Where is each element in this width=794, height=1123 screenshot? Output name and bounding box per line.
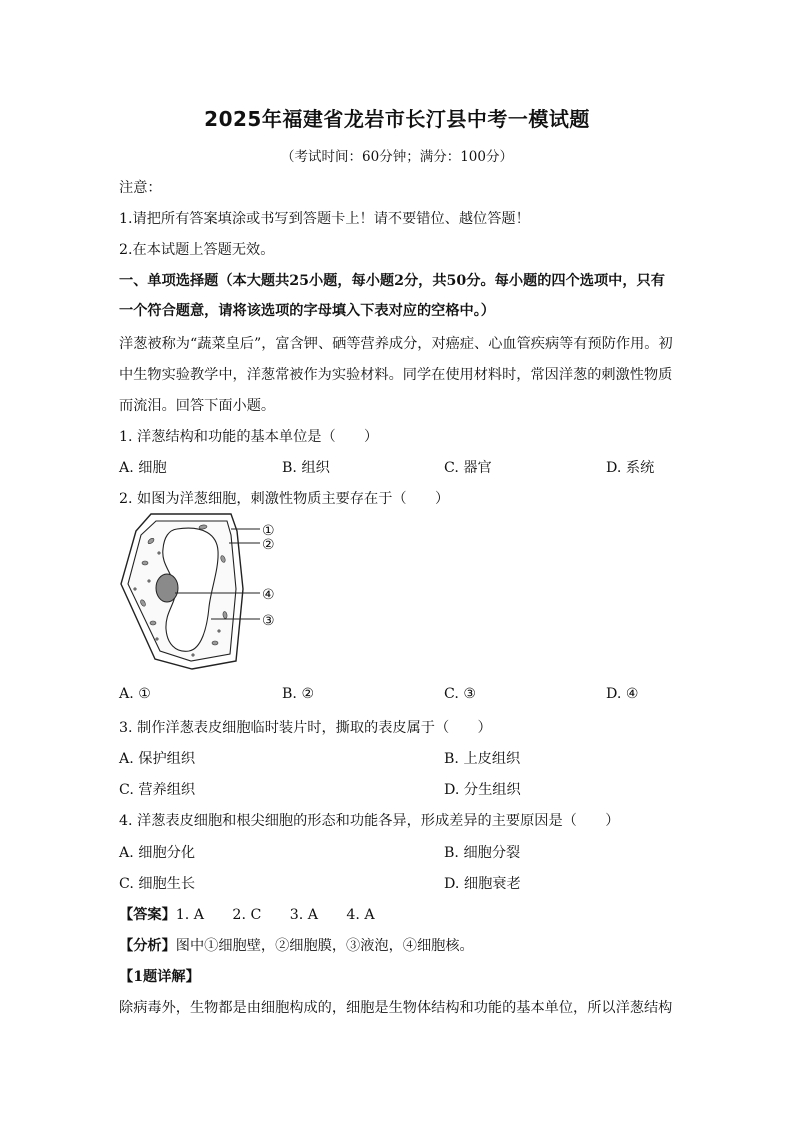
question-1-option-d[interactable]: D. 系统: [606, 460, 655, 476]
notice-item-1: 1.请把所有答案填涂或书写到答题卡上！请不要错位、越位答题！: [119, 211, 530, 227]
answer-text: 1. A 2. C 3. A 4. A: [175, 907, 375, 923]
question-3-stem: 3. 制作洋葱表皮细胞临时装片时，撕取的表皮属于（ ）: [119, 720, 492, 736]
question-2-option-a[interactable]: A. ①: [119, 686, 151, 702]
detail-heading: 【1题详解】: [119, 969, 200, 985]
question-2-option-c[interactable]: C. ③: [444, 686, 477, 702]
diagram-label-2: ②: [262, 537, 275, 553]
answer-line: [119, 904, 375, 924]
page-title: 2025年福建省龙岩市长汀县中考一模试题: [204, 107, 590, 131]
question-2-option-b[interactable]: B. ②: [282, 686, 315, 702]
question-3-option-d[interactable]: D. 分生组织: [444, 782, 521, 798]
section-heading-line-1: 一、单项选择题（本大题共25小题，每小题2分，共50分。每小题的四个选项中，只有: [119, 273, 665, 289]
question-4-option-a[interactable]: A. 细胞分化: [119, 845, 196, 861]
onion-cell-diagram: [119, 511, 289, 671]
question-1-stem: 1. 洋葱结构和功能的基本单位是（ ）: [119, 429, 379, 445]
question-1-option-a[interactable]: A. 细胞: [119, 460, 167, 476]
question-4-stem: 4. 洋葱表皮细胞和根尖细胞的形态和功能各异，形成差异的主要原因是（ ）: [119, 813, 620, 829]
question-3-option-b[interactable]: B. 上皮组织: [444, 751, 521, 767]
notice-item-2: 2.在本试题上答题无效。: [119, 242, 275, 258]
passage-line-2: 中生物实验教学中，洋葱常被作为实验材料。同学在使用材料时，常因洋葱的刺激性物质: [119, 367, 673, 383]
diagram-label-1: ①: [262, 523, 275, 539]
question-4-option-b[interactable]: B. 细胞分裂: [444, 845, 521, 861]
question-1-option-c[interactable]: C. 器官: [444, 460, 492, 476]
analysis-text: 图中①细胞壁，②细胞膜，③液泡，④细胞核。: [175, 938, 474, 954]
passage-line-1: 洋葱被称为“蔬菜皇后”，富含钾、硒等营养成分，对癌症、心血管疾病等有预防作用。初: [119, 336, 673, 352]
detail-line-1: 除病毒外，生物都是由细胞构成的，细胞是生物体结构和功能的基本单位，所以洋葱结构: [119, 1000, 673, 1016]
question-2-stem: 2. 如图为洋葱细胞，刺激性物质主要存在于（ ）: [119, 491, 450, 507]
analysis-line: [119, 935, 474, 955]
diagram-label-3: ③: [262, 613, 275, 629]
question-4-option-c[interactable]: C. 细胞生长: [119, 876, 196, 892]
exam-info: （考试时间：60分钟；满分：100分）: [281, 149, 513, 165]
nucleus-shape: [156, 574, 178, 602]
question-4-option-d[interactable]: D. 细胞衰老: [444, 876, 521, 892]
question-3-option-a[interactable]: A. 保护组织: [119, 751, 196, 767]
question-2-option-d[interactable]: D. ④: [606, 686, 639, 702]
notice-heading: 注意：: [119, 180, 162, 196]
section-heading-line-2: 一个符合题意，请将该选项的字母填入下表对应的空格中。）: [119, 303, 495, 319]
diagram-label-4: ④: [262, 587, 275, 603]
question-1-option-b[interactable]: B. 组织: [282, 460, 330, 476]
analysis-label: 【分析】: [119, 938, 176, 954]
passage-line-3: 而流泪。回答下面小题。: [119, 398, 276, 414]
answer-label: 【答案】: [119, 907, 176, 923]
question-3-option-c[interactable]: C. 营养组织: [119, 782, 196, 798]
